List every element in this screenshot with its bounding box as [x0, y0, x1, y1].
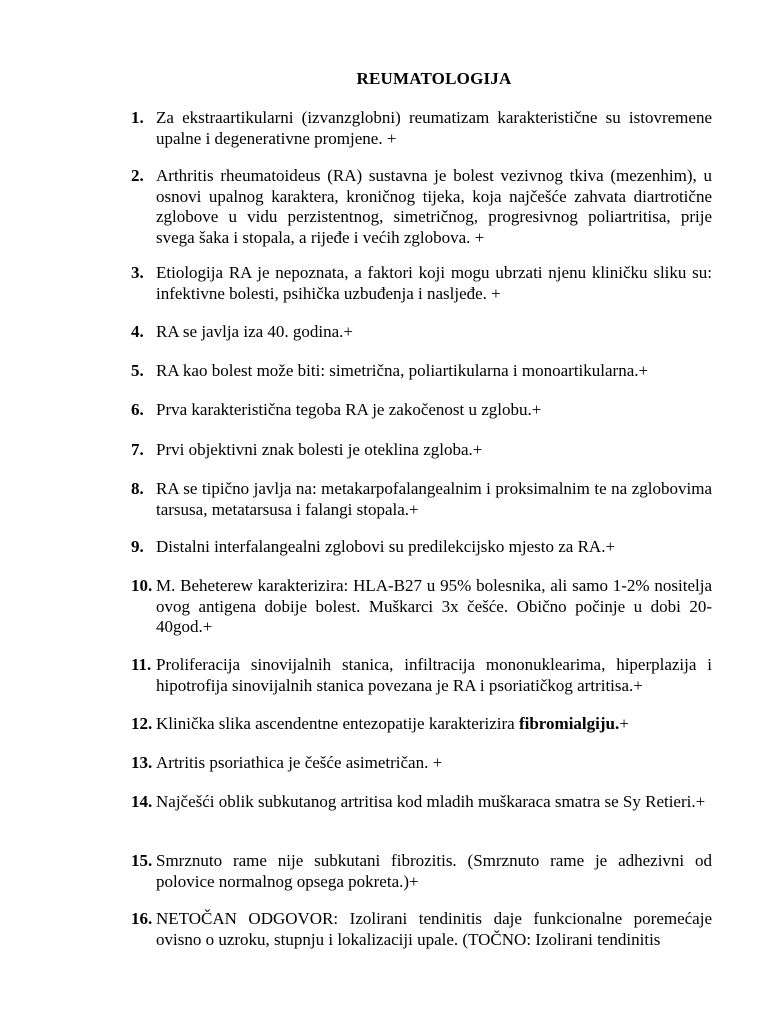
list-item — [131, 909, 712, 950]
item-text: Prvi objektivni znak bolesti je oteklina zgloba.+ — [156, 440, 483, 459]
list-item — [131, 714, 712, 735]
item-number: 8. — [131, 479, 144, 498]
item-number: 14. — [131, 792, 153, 811]
list-item — [131, 322, 712, 343]
item-number: 1. — [131, 108, 144, 127]
list-item — [131, 440, 712, 461]
item-number: 6. — [131, 400, 144, 419]
list-item — [131, 263, 712, 304]
item-text: Distalni interfalangealni zglobovi su predilekcijsko mjesto za RA.+ — [156, 537, 616, 556]
item-number: 12. — [131, 714, 153, 733]
item-text: NETOČAN ODGOVOR: Izolirani tendinitis daje funkcionalne poremećaje ovisno o uzroku, stupnju i lokalizaciji upale. (TOČNO: Izolirani tendinitis — [156, 909, 712, 949]
item-number: 10. — [131, 576, 153, 595]
item-text: Artritis psoriathica je češće asimetričan. + — [156, 753, 443, 772]
item-number: 2. — [131, 166, 144, 185]
list-item — [131, 400, 712, 421]
item-text: RA kao bolest može biti: simetrična, poliartikularna i monoartikularna.+ — [156, 361, 649, 380]
list-item — [131, 753, 712, 774]
item-text — [156, 714, 712, 735]
item-text-bold: fibromialgiju. — [518, 714, 620, 733]
list-item — [131, 576, 712, 638]
item-text: Smrznuto rame nije subkutani fibrozitis. (Smrznuto rame je adhezivni od polovice normalnog opsega pokreta.)+ — [156, 851, 712, 891]
item-number: 4. — [131, 322, 144, 341]
item-text: Proliferacija sinovijalnih stanica, infiltracija mononuklearima, hiperplazija i hipotrofija sinovijalnih stanica povezana je RA i psoriatičkog artritisa.+ — [156, 655, 712, 695]
item-text-suffix: + — [619, 714, 629, 733]
list-item — [131, 792, 712, 813]
page-title: REUMATOLOGIJA — [356, 69, 512, 88]
item-text: M. Beheterew karakterizira: HLA-B27 u 95% bolesnika, ali samo 1-2% nositelja ovog antigena dobije bolest. Muškarci 3x češće. Obično počinje u dobi 20-40god.+ — [156, 576, 712, 636]
list-item — [131, 361, 712, 382]
item-number: 9. — [131, 537, 144, 556]
item-text-plain: Klinička slika ascendentne entezopatije karakterizira — [156, 714, 519, 733]
item-number: 13. — [131, 753, 153, 772]
item-number: 16. — [131, 909, 153, 928]
item-number: 5. — [131, 361, 144, 380]
item-number: 11. — [131, 655, 152, 674]
item-text: Etiologija RA je nepoznata, a faktori koji mogu ubrzati njenu kliničku sliku su: infektivne bolesti, psihička uzbuđenja i nasljeđe. + — [156, 263, 712, 303]
item-text: Najčešći oblik subkutanog artritisa kod mladih muškaraca smatra se Sy Retieri.+ — [156, 792, 706, 811]
item-text: Prva karakteristična tegoba RA je zakočenost u zglobu.+ — [156, 400, 542, 419]
list-item — [131, 108, 712, 149]
item-number: 7. — [131, 440, 144, 459]
item-number: 3. — [131, 263, 144, 282]
list-item — [131, 537, 712, 558]
list-item — [131, 851, 712, 892]
item-text: RA se javlja iza 40. godina.+ — [156, 322, 354, 341]
list-item — [131, 655, 712, 696]
item-number: 15. — [131, 851, 153, 870]
list-item — [131, 166, 712, 248]
item-text: Za ekstraartikularni (izvanzglobni) reumatizam karakteristične su istovremene upalne i degenerativne promjene. + — [156, 108, 712, 148]
list-item — [131, 479, 712, 520]
item-text: Arthritis rheumatoideus (RA) sustavna je bolest vezivnog tkiva (mezenhim), u osnovi upalnog karaktera, kroničnog tijeka, koja najčešće zahvata diartrotične zglobove u vidu perzistentnog, simetričnog, progresivnog poliartritisa, prije svega šaka i stopala, a rijeđe i većih zglobova. + — [156, 166, 712, 247]
item-text: RA se tipično javlja na: metakarpofalangealnim i proksimalnim te na zglobovima tarsusa, metatarsusa i falangi stopala.+ — [156, 479, 712, 519]
